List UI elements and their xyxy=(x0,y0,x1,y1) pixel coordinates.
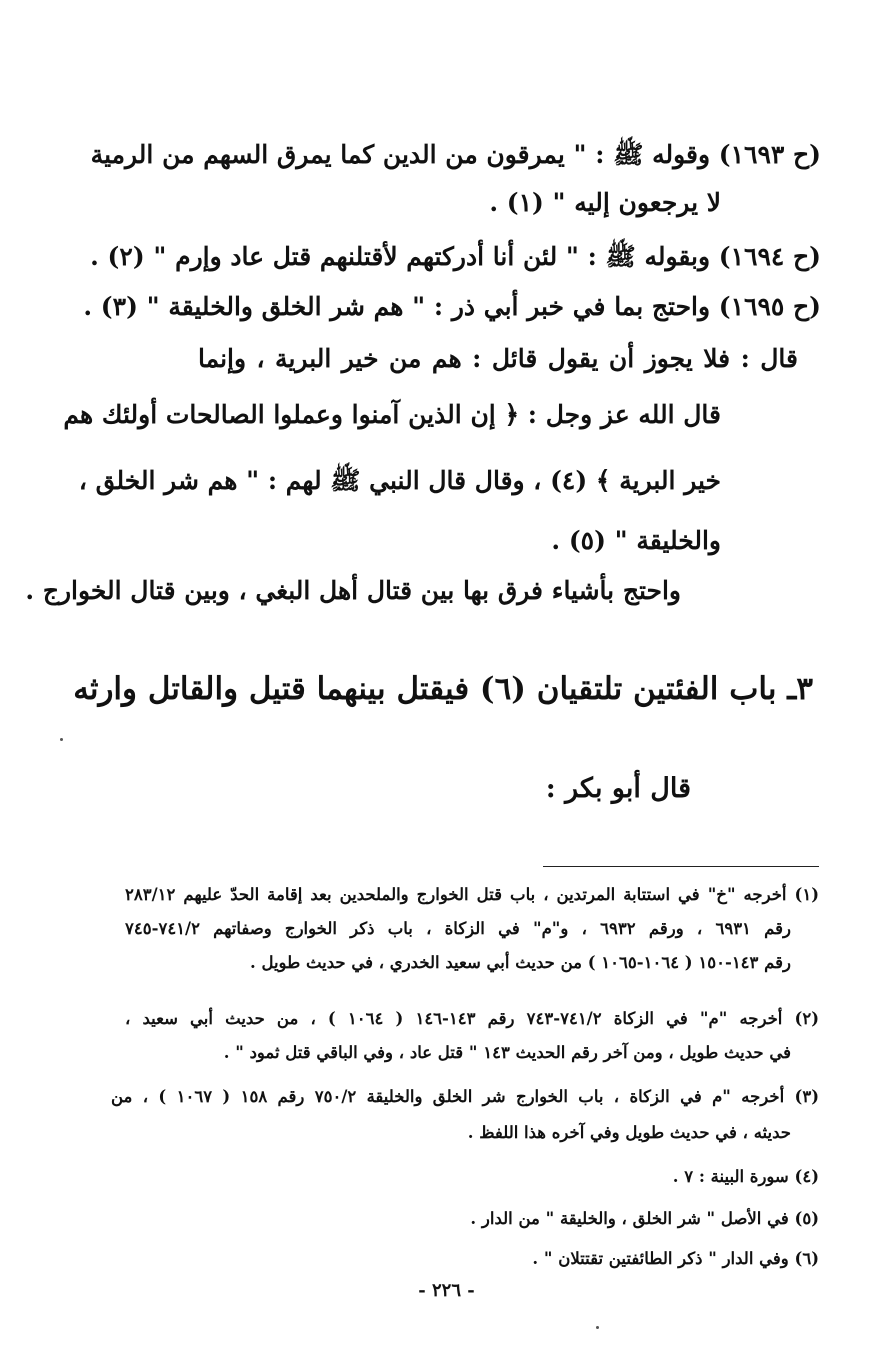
scan-speck xyxy=(596,1326,599,1329)
body-line-quran-quote-cont: خير البرية ﴾ (٤) ، وقال قال النبي ﷺ لهم : " هم شر الخلق ، xyxy=(78,466,721,495)
subheading: قال أبو بكر : xyxy=(545,773,691,804)
body-line-hadith-1693-cont: لا يرجعون إليه " (١) . xyxy=(489,188,721,217)
chapter-heading: ٣ـ باب الفئتين تلتقيان (٦) فيقتل بينهما قتيل والقاتل وارثه xyxy=(73,671,813,707)
body-line-quran-quote: قال الله عز وجل : ﴿ إن الذين آمنوا وعملوا الصالحات أولئك هم xyxy=(63,400,721,429)
footnote-4: (٤) سورة البينة : ٧ . xyxy=(672,1167,819,1186)
page-number: - ٢٢٦ - xyxy=(418,1280,475,1301)
footnote-1-line-2: رقم ٦٩٣١ ، ورقم ٦٩٣٢ ، و"م" في الزكاة ، باب ذكر الخوارج وصفاتهم ٧٤١/٢-٧٤٥ xyxy=(125,919,791,938)
footnote-3-line-1: (٣) أخرجه "م في الزكاة ، باب الخوارج شر الخلق والخليقة ٧٥٠/٢ رقم ١٥٨ ( ١٠٦٧ ) ، من xyxy=(111,1087,820,1106)
footnote-5: (٥) في الأصل " شر الخلق ، والخليقة " من الدار . xyxy=(470,1209,819,1228)
body-line-hadith-1693: (ح ١٦٩٣) وقوله ﷺ : " يمرقون من الدين كما يمرق السهم من الرمية xyxy=(90,140,821,169)
footnote-3-line-2: حديثه ، في حديث طويل وفي آخره هذا اللفظ . xyxy=(467,1123,791,1142)
footnote-separator xyxy=(543,866,819,867)
footnote-2-line-2: في حديث طويل ، ومن آخر رقم الحديث ١٤٣ " قتل عاد ، وفي الباقي قتل ثمود " . xyxy=(223,1043,791,1062)
footnote-2-line-1: (٢) أخرجه "م" في الزكاة ٧٤١/٢-٧٤٣ رقم ١٤٣-١٤٦ ( ١٠٦٤ ) ، من حديث أبي سعيد ، xyxy=(125,1009,820,1028)
body-line-hadith-1694: (ح ١٦٩٤) وبقوله ﷺ : " لئن أنا أدركتهم لأقتلنهم قتل عاد وإرم " (٢) . xyxy=(90,242,821,271)
footnote-1-line-3: رقم ١٤٣-١٥٠ ( ١٠٦٤-١٠٦٥ ) من حديث أبي سعيد الخدري ، في حديث طويل . xyxy=(249,953,791,972)
body-line-paragraph-2: واحتج بأشياء فرق بها بين قتال أهل البغي ، وبين قتال الخوارج . xyxy=(25,576,681,605)
body-line-paragraph-1: قال : فلا يجوز أن يقول قائل : هم من خير البرية ، وإنما xyxy=(198,344,798,373)
body-line-paragraph-end: والخليقة " (٥) . xyxy=(551,526,721,555)
footnote-1-line-1: (١) أخرجه "خ" في استتابة المرتدين ، باب قتل الخوارج والملحدين بعد إقامة الحدّ عليهم ٢٨٣/١٢ xyxy=(125,885,819,904)
footnote-6: (٦) وفي الدار " ذكر الطائفتين تقتتلان " . xyxy=(532,1249,819,1268)
body-line-hadith-1695: (ح ١٦٩٥) واحتج بما في خبر أبي ذر : " هم شر الخلق والخليقة " (٣) . xyxy=(83,292,821,321)
scan-speck xyxy=(60,738,63,741)
